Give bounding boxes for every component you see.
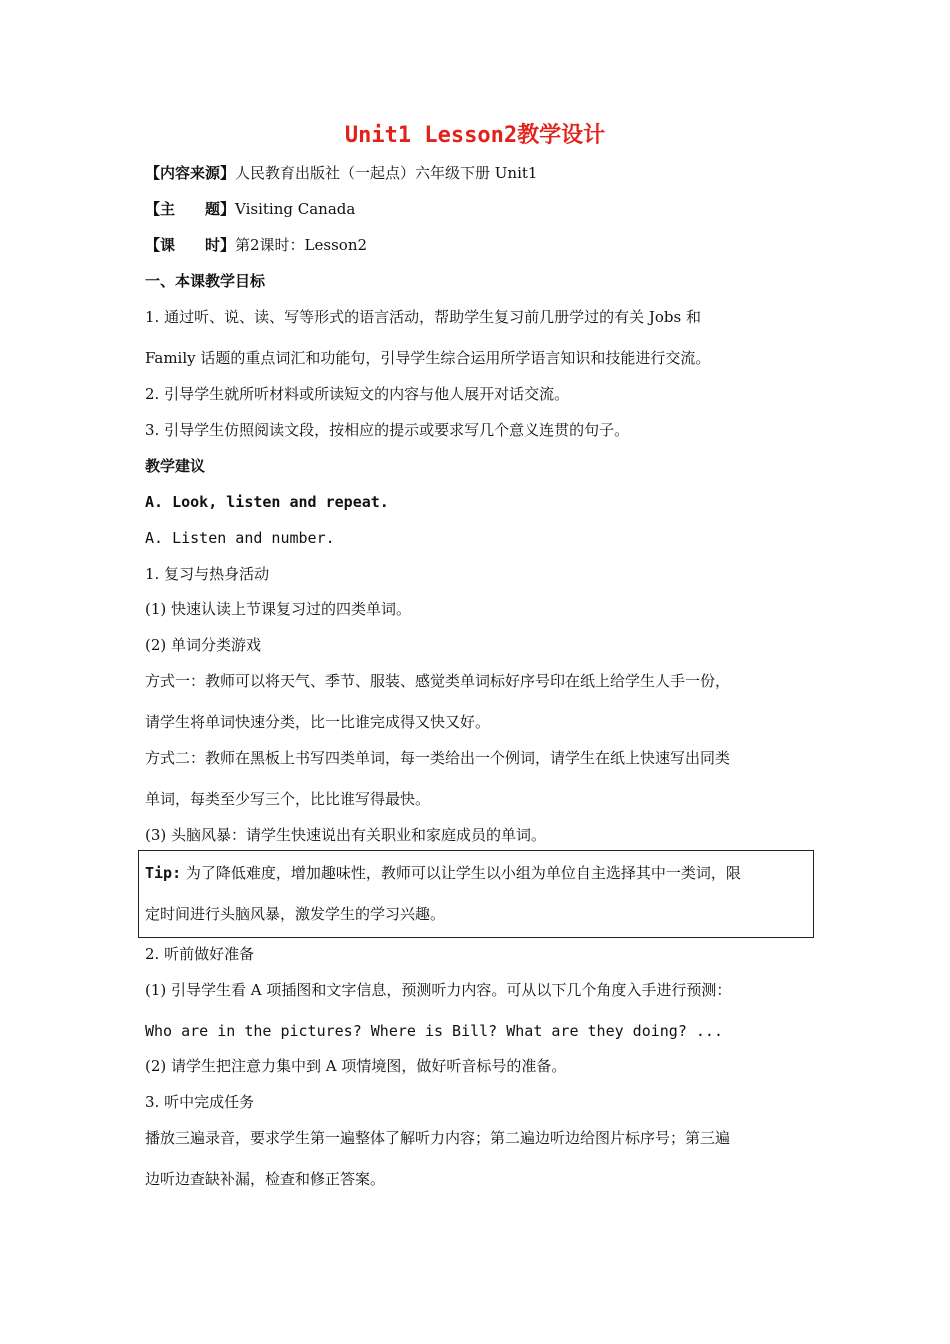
step-1-item-3: (3) 头脑风暴：请学生快速说出有关职业和家庭成员的单词。 [145,826,547,844]
step-2-item-2: (2) 请学生把注意力集中到 A 项情境图，做好听音标号的准备。 [145,1057,567,1075]
section-heading-goals: 一、本课教学目标 [145,272,266,290]
tip-line-2: 定时间进行头脑风暴，激发学生的学习兴趣。 [145,905,446,923]
method-1-line-2: 请学生将单词快速分类，比一比谁完成得又快又好。 [145,713,491,731]
tip-label: Tip: [145,864,182,882]
goal-1-line-1: 1. 通过听、说、读、写等形式的语言活动，帮助学生复习前几册学过的有关 Jobs 和 [145,308,701,326]
period-line [145,234,815,256]
content-source-label: 【内容来源】 [145,164,236,182]
method-1-line-1: 方式一：教师可以将天气、季节、服装、感觉类单词标好序号印在纸上给学生人手一份， [145,672,731,690]
topic-line [145,198,815,220]
step-3-line-2: 边听边查缺补漏，检查和修正答案。 [145,1170,386,1188]
method-2-line-1: 方式二：教师在黑板上书写四类单词，每一类给出一个例词，请学生在纸上快速写出同类 [145,749,731,767]
step-2-questions: Who are in the pictures? Where is Bill? What are they doing? ... [145,1022,723,1040]
goal-3: 3. 引导学生仿照阅读文段，按相应的提示或要求写几个意义连贯的句子。 [145,421,630,439]
part-a-heading: A. Look, listen and repeat. [145,493,389,511]
content-source-line [145,162,815,184]
goal-1-line-2: Family 话题的重点词汇和功能句，引导学生综合运用所学语言知识和技能进行交流。 [145,349,711,367]
section-heading-suggestions: 教学建议 [145,457,206,475]
document-title: Unit1 Lesson2教学设计 [344,123,606,148]
period-value: 第2课时：Lesson2 [235,236,368,254]
step-1-item-1: (1) 快速认读上节课复习过的四类单词。 [145,600,412,618]
part-a-subheading: A. Listen and number. [145,529,335,547]
period-label: 【课 时】 [145,236,236,254]
step-2-heading: 2. 听前做好准备 [145,945,255,963]
tip-text-1: 为了降低难度，增加趣味性，教师可以让学生以小组为单位自主选择其中一类词，限 [181,864,741,882]
tip-box [138,850,814,938]
goal-2: 2. 引导学生就所听材料或所读短文的内容与他人展开对话交流。 [145,385,570,403]
tip-line-1 [145,862,805,884]
topic-value: Visiting Canada [235,200,356,218]
content-source-value: 人民教育出版社（一起点）六年级下册 Unit1 [235,164,538,182]
step-3-line-1: 播放三遍录音，要求学生第一遍整体了解听力内容；第二遍边听边给图片标序号；第三遍 [145,1129,731,1147]
step-1-heading: 1. 复习与热身活动 [145,565,270,583]
step-2-item-1: (1) 引导学生看 A 项插图和文字信息，预测听力内容。可从以下几个角度入手进行预测： [145,981,732,999]
topic-label: 【主 题】 [145,200,236,218]
method-2-line-2: 单词，每类至少写三个，比比谁写得最快。 [145,790,431,808]
step-1-item-2: (2) 单词分类游戏 [145,636,262,654]
step-3-heading: 3. 听中完成任务 [145,1093,255,1111]
